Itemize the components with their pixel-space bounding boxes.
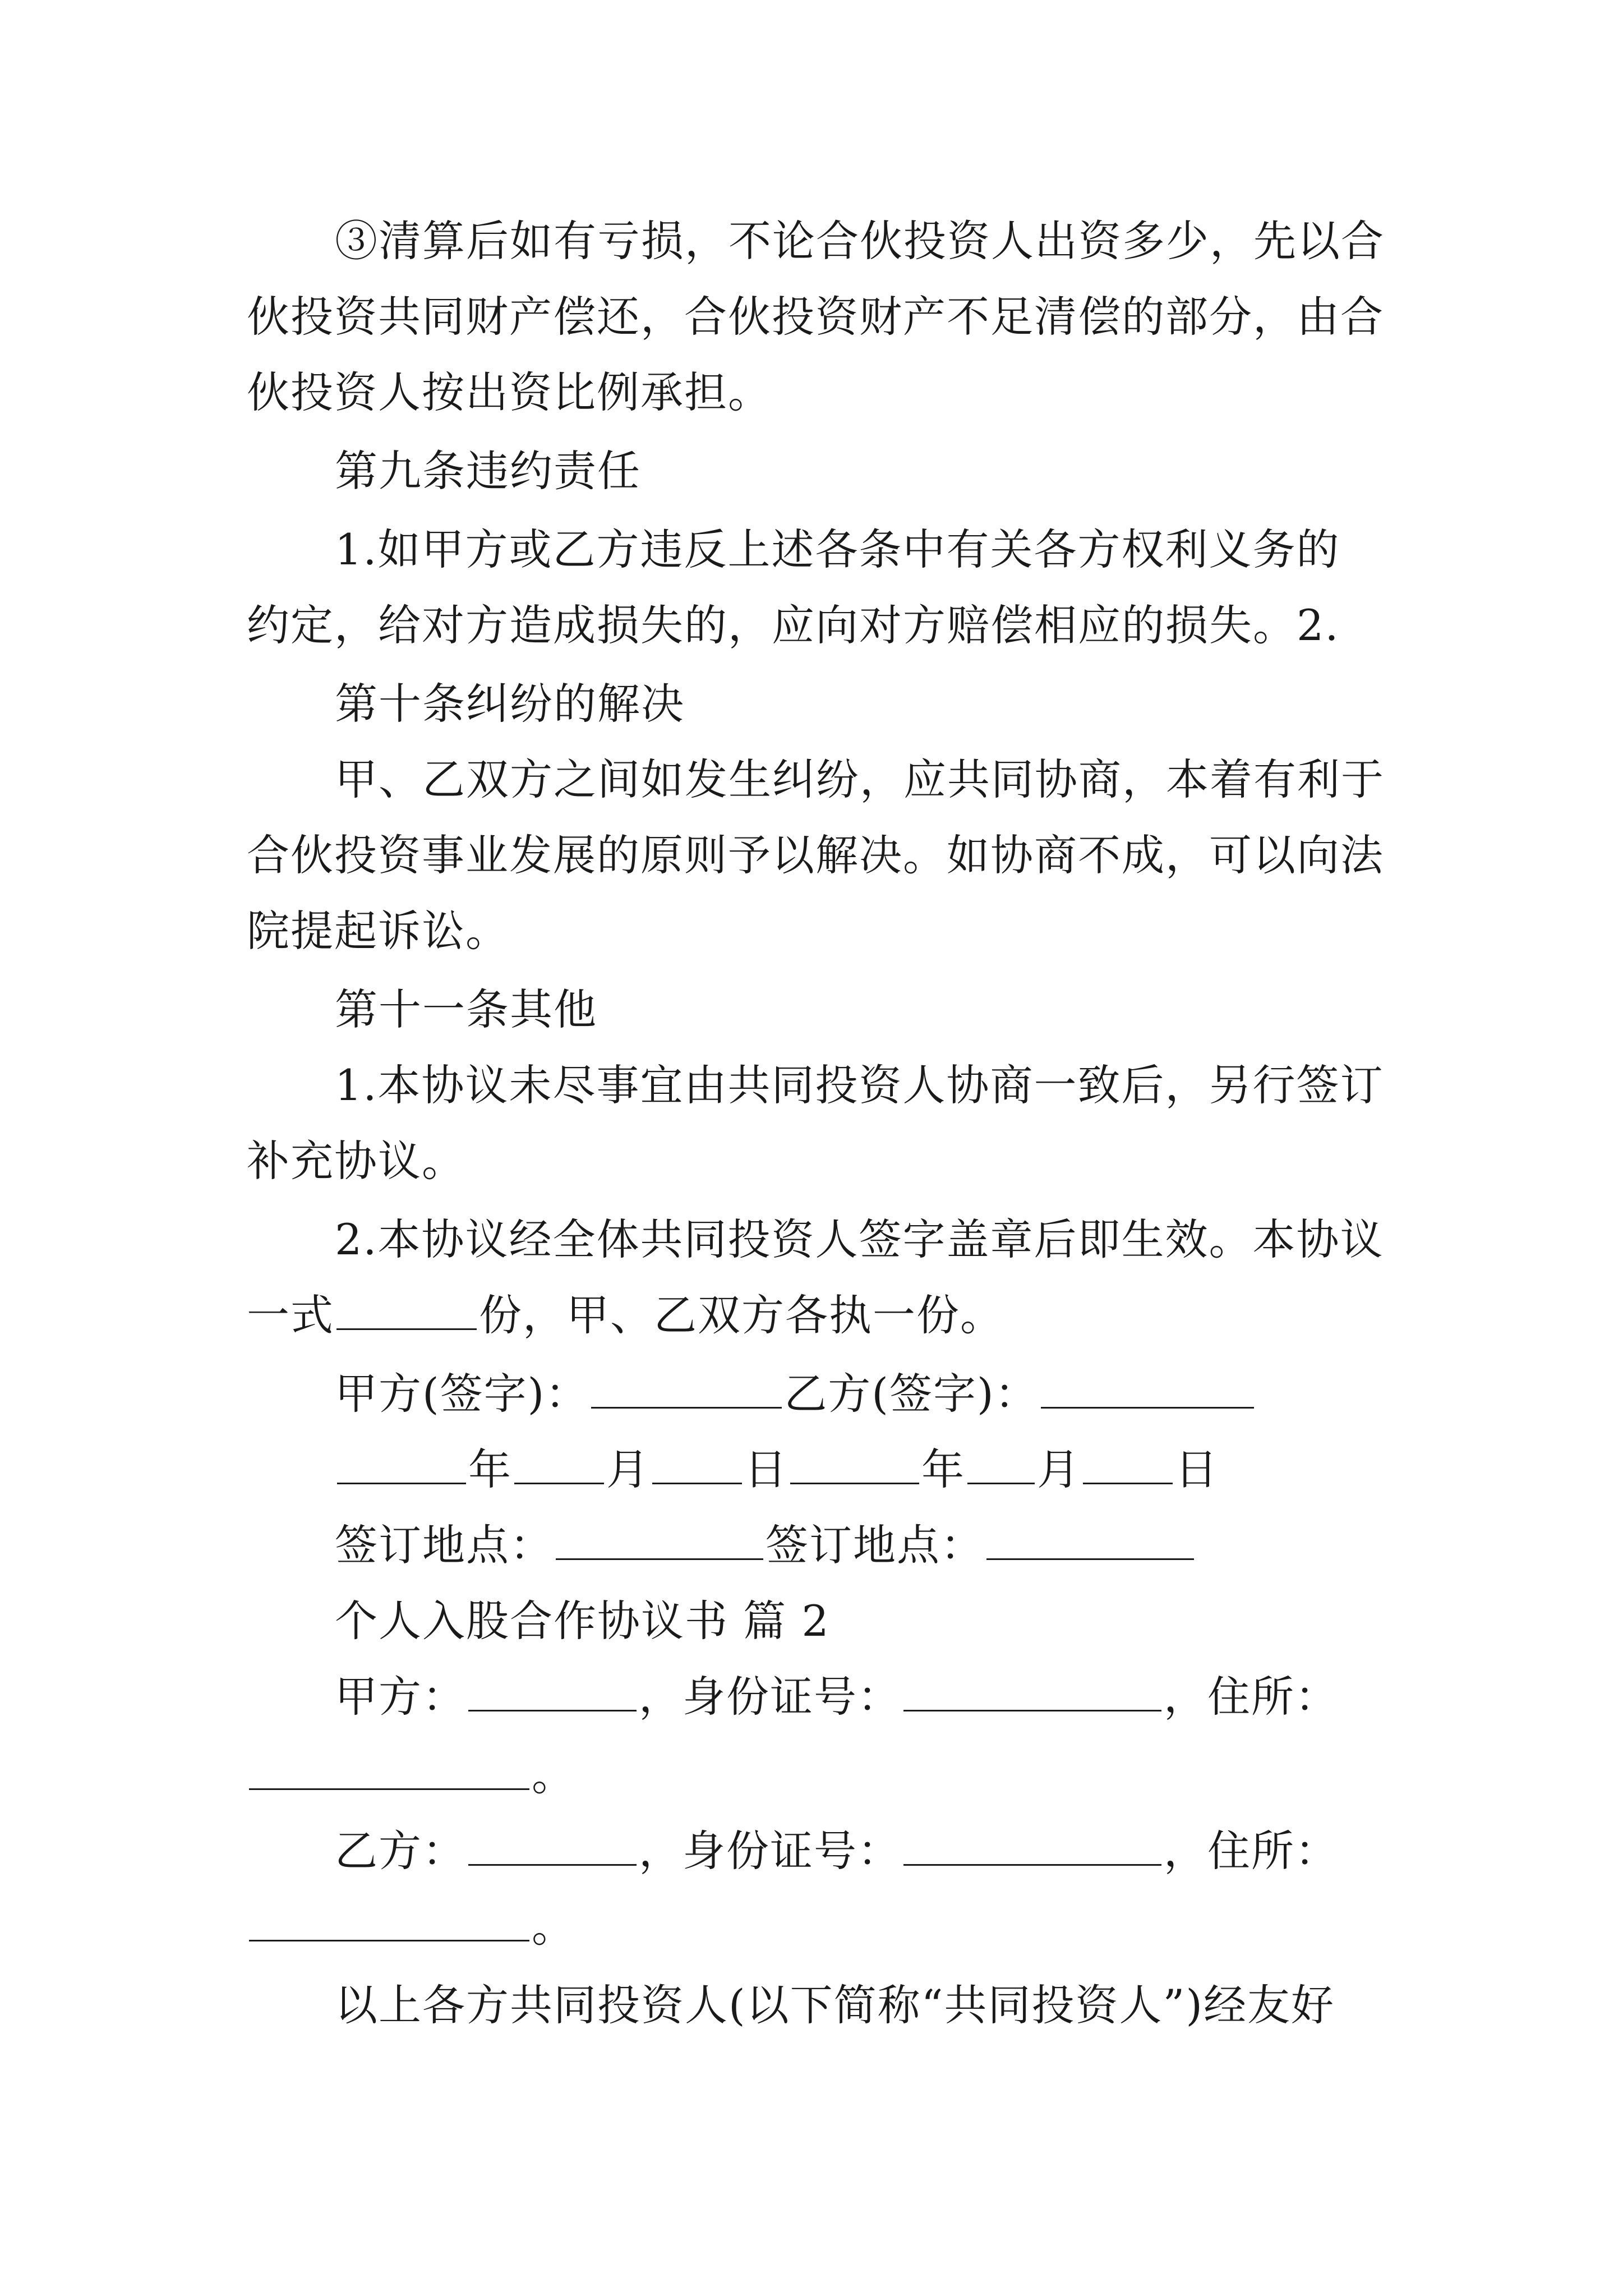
party-a-name-blank <box>468 1675 637 1711</box>
article-10-line-1: 甲、乙双方之间如发生纠纷，应共同协商，本着有利于 <box>335 754 1385 804</box>
place-a-blank <box>556 1524 763 1560</box>
place-b-blank <box>986 1524 1194 1560</box>
section-2-title: 个人入股合作协议书 篇 2 <box>335 1596 830 1646</box>
article-10-title: 第十条纠纷的解决 <box>335 679 685 729</box>
party-a-id-blank <box>903 1675 1161 1711</box>
date-a-year-blank <box>337 1448 466 1484</box>
para-liquidation-line-1: ③清算后如有亏损，不论合伙投资人出资多少，先以合 <box>335 216 1385 266</box>
copies-prefix: 一式 <box>247 1290 334 1340</box>
copies-blank <box>336 1294 477 1330</box>
article-11-item-2-line-1: 2.本协议经全体共同投资人签字盖章后即生效。本协议 <box>335 1214 1384 1264</box>
article-11-item-1-line-2: 补充协议。 <box>247 1136 465 1186</box>
para-liquidation-line-2: 伙投资共同财产偿还，合伙投资财产不足清偿的部分，由合 <box>247 292 1384 342</box>
article-9-line-1: 1.如甲方或乙方违反上述各条中有关各方权利义务的 <box>335 524 1340 574</box>
section-2-intro: 以上各方共同投资人(以下简称“共同投资人”)经友好 <box>335 1980 1335 2030</box>
party-b-period: 。 <box>532 1902 575 1952</box>
article-10-line-3: 院提起诉讼。 <box>247 906 509 956</box>
place-row <box>335 1517 1196 1573</box>
party-b-address-blank <box>249 1905 529 1941</box>
party-b-address-line <box>247 1899 575 1955</box>
party-a-address-label: ，住所： <box>1164 1672 1339 1722</box>
date-a-day: 日 <box>744 1444 788 1494</box>
party-a-label: 甲方： <box>335 1672 466 1722</box>
party-b-id-label: ，身份证号： <box>639 1826 901 1876</box>
article-11-item-1-line-1: 1.本协议未尽事宜由共同投资人协商一致后，另行签订 <box>335 1060 1384 1110</box>
para-liquidation-line-3: 伙投资人按出资比例承担。 <box>247 367 772 417</box>
date-b-month-blank <box>967 1448 1035 1484</box>
party-b-sign-label: 乙方(签字)： <box>784 1369 1039 1419</box>
article-9-title: 第九条违约责任 <box>335 446 641 496</box>
party-a-address-blank <box>249 1754 529 1790</box>
party-a-id-label: ，身份证号： <box>639 1672 901 1722</box>
date-b-year-blank <box>790 1448 919 1484</box>
date-a-year: 年 <box>468 1444 512 1494</box>
date-row <box>335 1442 1219 1498</box>
article-11-item-2-line-2 <box>247 1287 1004 1343</box>
party-a-sign-label: 甲方(签字)： <box>335 1369 589 1419</box>
party-b-sign-blank <box>1041 1372 1254 1409</box>
date-a-month-blank <box>514 1448 604 1484</box>
date-b-month: 月 <box>1037 1444 1081 1494</box>
article-10-line-2: 合伙投资事业发展的原则予以解决。如协商不成，可以向法 <box>247 830 1384 880</box>
date-a-day-blank <box>652 1448 742 1484</box>
article-11-title: 第十一条其他 <box>335 984 597 1034</box>
party-b-info-line <box>335 1823 1339 1879</box>
party-b-id-blank <box>903 1829 1161 1866</box>
copies-suffix: 份，甲、乙双方各执一份。 <box>479 1290 1004 1340</box>
party-b-address-label: ，住所： <box>1164 1826 1339 1876</box>
party-a-info-line <box>335 1669 1339 1725</box>
date-a-month: 月 <box>606 1444 650 1494</box>
date-b-day-blank <box>1083 1448 1173 1484</box>
signature-row <box>335 1366 1256 1422</box>
article-9-line-2: 约定，给对方造成损失的，应向对方赔偿相应的损失。2. <box>247 600 1340 650</box>
party-a-period: 。 <box>532 1750 575 1800</box>
place-b-label: 签订地点： <box>766 1520 984 1570</box>
party-a-address-line <box>247 1747 575 1803</box>
date-b-day: 日 <box>1175 1444 1219 1494</box>
date-b-year: 年 <box>921 1444 965 1494</box>
party-b-name-blank <box>468 1829 637 1866</box>
party-b-label: 乙方： <box>335 1826 466 1876</box>
party-a-sign-blank <box>591 1372 782 1409</box>
place-a-label: 签订地点： <box>335 1520 554 1570</box>
